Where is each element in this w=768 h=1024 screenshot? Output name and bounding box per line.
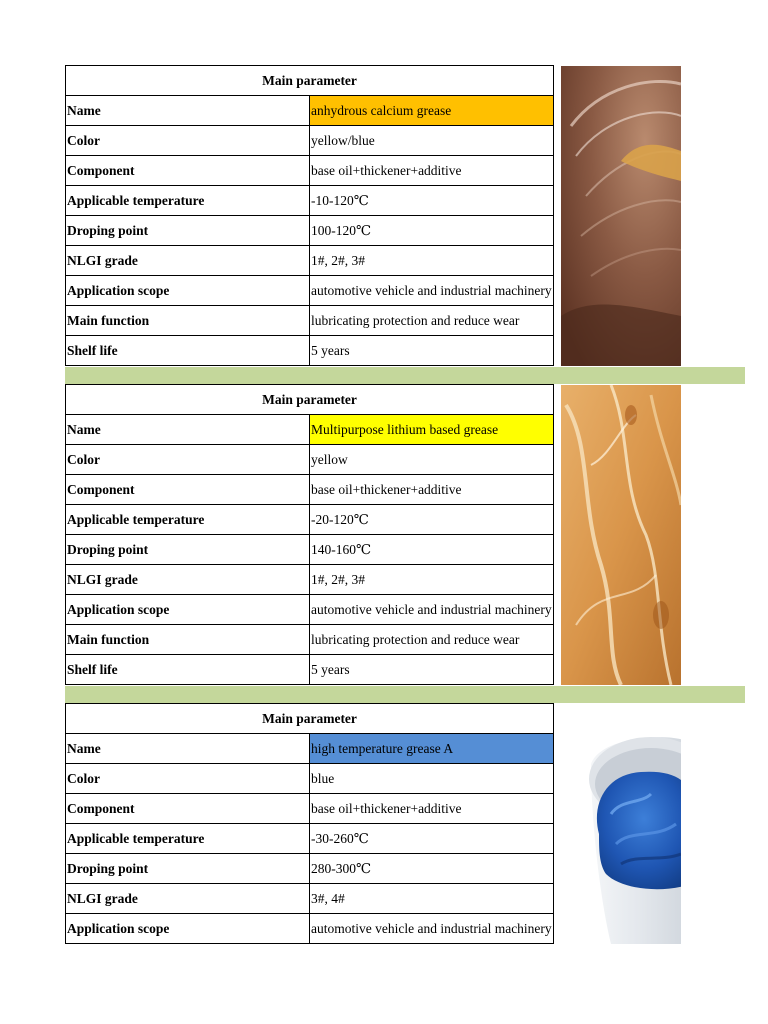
row-value: 100-120℃ (310, 216, 554, 246)
table-row (66, 306, 554, 336)
name-value: high temperature grease A (310, 734, 554, 764)
row-value: base oil+thickener+additive (310, 156, 554, 186)
name-value: Multipurpose lithium based grease (310, 415, 554, 445)
row-label: Name (66, 415, 310, 445)
row-label: Component (66, 475, 310, 505)
row-label: Applicable temperature (66, 505, 310, 535)
row-label: Shelf life (66, 655, 310, 685)
table-row (66, 794, 554, 824)
row-label: Color (66, 764, 310, 794)
table-row (66, 505, 554, 535)
table-row (66, 216, 554, 246)
row-value: -30-260℃ (310, 824, 554, 854)
row-label: Droping point (66, 216, 310, 246)
table-row (66, 126, 554, 156)
table-row (66, 336, 554, 366)
row-label: Main function (66, 625, 310, 655)
table-row (66, 884, 554, 914)
table-row (66, 535, 554, 565)
row-label: Applicable temperature (66, 824, 310, 854)
table-row (66, 156, 554, 186)
table-row (66, 595, 554, 625)
table-row (66, 764, 554, 794)
row-value: lubricating protection and reduce wear (310, 625, 554, 655)
row-value: -20-120℃ (310, 505, 554, 535)
name-value: anhydrous calcium grease (310, 96, 554, 126)
row-value: automotive vehicle and industrial machinery (310, 595, 554, 625)
table-row (66, 415, 554, 445)
row-value: 280-300℃ (310, 854, 554, 884)
parameter-table-1 (65, 65, 554, 366)
row-value: yellow (310, 445, 554, 475)
parameter-table-3 (65, 703, 554, 944)
table-row (66, 186, 554, 216)
table-row (66, 475, 554, 505)
row-value: -10-120℃ (310, 186, 554, 216)
row-label: Shelf life (66, 336, 310, 366)
amber-grease-photo (561, 385, 681, 685)
table-row (66, 276, 554, 306)
row-label: NLGI grade (66, 246, 310, 276)
row-label: Application scope (66, 276, 310, 306)
row-value: 1#, 2#, 3# (310, 565, 554, 595)
section-divider (65, 367, 745, 384)
row-label: Droping point (66, 535, 310, 565)
table-header: Main parameter (66, 385, 554, 415)
row-label: Main function (66, 306, 310, 336)
table-row (66, 246, 554, 276)
row-value: 140-160℃ (310, 535, 554, 565)
table-row (66, 445, 554, 475)
section-divider (65, 686, 745, 703)
table-row (66, 854, 554, 884)
table-row (66, 914, 554, 944)
row-label: Applicable temperature (66, 186, 310, 216)
row-value: automotive vehicle and industrial machinery (310, 914, 554, 944)
row-value: lubricating protection and reduce wear (310, 306, 554, 336)
brown-grease-photo (561, 66, 681, 366)
row-value: automotive vehicle and industrial machinery (310, 276, 554, 306)
row-value: blue (310, 764, 554, 794)
blue-grease-bucket-photo (561, 704, 681, 944)
table-row (66, 565, 554, 595)
row-value: 5 years (310, 655, 554, 685)
table-row (66, 824, 554, 854)
row-label: Application scope (66, 595, 310, 625)
row-label: Name (66, 96, 310, 126)
row-label: NLGI grade (66, 565, 310, 595)
table-row (66, 655, 554, 685)
row-value: 5 years (310, 336, 554, 366)
row-value: base oil+thickener+additive (310, 475, 554, 505)
row-value: 3#, 4# (310, 884, 554, 914)
parameter-table-2 (65, 384, 554, 685)
row-value: yellow/blue (310, 126, 554, 156)
row-value: base oil+thickener+additive (310, 794, 554, 824)
row-label: Component (66, 156, 310, 186)
table-row (66, 96, 554, 126)
table-row (66, 625, 554, 655)
row-label: Component (66, 794, 310, 824)
row-label: Name (66, 734, 310, 764)
row-label: NLGI grade (66, 884, 310, 914)
table-row (66, 734, 554, 764)
table-header: Main parameter (66, 66, 554, 96)
row-value: 1#, 2#, 3# (310, 246, 554, 276)
row-label: Application scope (66, 914, 310, 944)
row-label: Color (66, 445, 310, 475)
table-header: Main parameter (66, 704, 554, 734)
row-label: Droping point (66, 854, 310, 884)
row-label: Color (66, 126, 310, 156)
